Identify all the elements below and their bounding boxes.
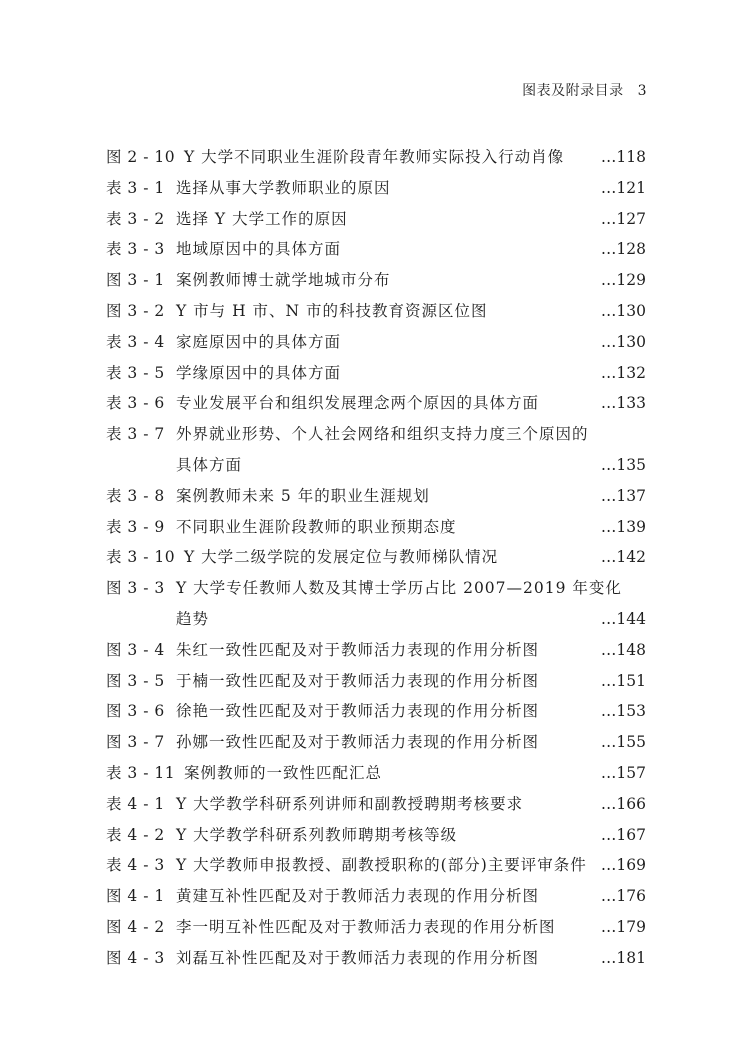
toc-entry	[106, 850, 646, 881]
toc-entry	[106, 881, 646, 912]
toc-entry	[106, 327, 646, 358]
entry-page: …130	[600, 332, 646, 351]
entry-title: 徐艳一致性匹配及对于教师活力表现的作用分析图	[176, 702, 540, 721]
toc-entry	[106, 142, 646, 173]
entry-title: Y 大学二级学院的发展定位与教师梯队情况	[184, 548, 499, 567]
entry-title: 于楠一致性匹配及对于教师活力表现的作用分析图	[176, 671, 540, 690]
entry-title: Y 市与 H 市、N 市的科技教育资源区位图	[176, 301, 488, 320]
entry-title: 案例教师未来 5 年的职业生涯规划	[176, 486, 430, 505]
toc-entry	[106, 358, 646, 389]
entry-title: 学缘原因中的具体方面	[176, 363, 342, 382]
entry-label: 表 3 - 7	[106, 425, 165, 444]
entry-page: …135	[600, 455, 646, 474]
entry-title: 黄建互补性匹配及对于教师活力表现的作用分析图	[176, 887, 540, 906]
entry-label: 图 3 - 7	[106, 733, 165, 752]
toc-entry	[106, 265, 646, 296]
toc-entry	[106, 635, 646, 666]
entry-title-continuation: 趋势	[176, 609, 210, 628]
entry-page: …157	[600, 763, 646, 782]
entry-page: …133	[600, 394, 646, 413]
entry-title: 孙娜一致性匹配及对于教师活力表现的作用分析图	[176, 733, 540, 752]
toc-entry	[106, 758, 646, 789]
toc-entry	[106, 234, 646, 265]
toc-entry	[106, 943, 646, 974]
entry-title: 选择从事大学教师职业的原因	[176, 178, 391, 197]
toc-entry	[106, 820, 646, 851]
entry-label: 图 2 - 10	[106, 148, 176, 166]
entry-title: Y 大学专任教师人数及其博士学历占比 2007—2019 年变化	[176, 579, 622, 598]
entry-title: 家庭原因中的具体方面	[176, 332, 342, 351]
entry-label: 表 3 - 3	[106, 240, 165, 259]
entry-title: Y 大学教学科研系列教师聘期考核等级	[176, 825, 458, 844]
entry-label: 表 3 - 4	[106, 332, 165, 351]
entry-title: Y 大学教师申报教授、副教授职称的(部分)主要评审条件	[176, 856, 587, 875]
entry-title: Y 大学教学科研系列讲师和副教授聘期考核要求	[176, 794, 524, 813]
toc-entry	[106, 204, 646, 235]
entry-label: 表 4 - 1	[106, 794, 165, 813]
entry-label: 图 4 - 3	[106, 948, 165, 967]
toc-entry	[106, 512, 646, 543]
entry-page: …169	[600, 856, 646, 875]
entry-page: …151	[600, 671, 646, 690]
entry-label: 表 3 - 11	[106, 763, 176, 782]
entry-label: 图 3 - 2	[106, 301, 165, 320]
entry-title: 案例教师博士就学地城市分布	[176, 271, 391, 290]
entry-title-continuation: 具体方面	[176, 455, 243, 474]
entry-label: 表 3 - 9	[106, 517, 165, 536]
entry-title: 地域原因中的具体方面	[176, 240, 342, 259]
entry-title: 专业发展平台和组织发展理念两个原因的具体方面	[176, 394, 540, 413]
entry-label: 图 3 - 6	[106, 702, 165, 721]
entry-page: …127	[600, 209, 646, 228]
entry-page: …128	[600, 240, 646, 259]
entry-title: 选择 Y 大学工作的原因	[176, 209, 348, 228]
entry-page: …139	[600, 517, 646, 536]
entry-page: …144	[600, 609, 646, 628]
entry-title: 不同职业生涯阶段教师的职业预期态度	[176, 517, 457, 536]
entry-page: …179	[600, 917, 646, 936]
toc-entry	[106, 696, 646, 727]
entry-page: …121	[600, 178, 646, 197]
entry-page: …176	[600, 887, 646, 906]
toc-entry	[106, 388, 646, 419]
entry-page: …130	[600, 301, 646, 320]
section-title: 图表及附录目录	[522, 83, 624, 99]
entry-label: 图 3 - 1	[106, 271, 165, 290]
entry-page: …132	[600, 363, 646, 382]
toc-list	[106, 142, 646, 974]
entry-label: 图 3 - 4	[106, 640, 165, 659]
entry-page: …153	[600, 702, 646, 721]
entry-label: 表 4 - 3	[106, 856, 165, 875]
toc-entry	[106, 481, 646, 512]
entry-label: 图 3 - 5	[106, 671, 165, 690]
toc-entry-continuation	[106, 604, 646, 635]
entry-page: …129	[600, 271, 646, 290]
entry-label: 图 3 - 3	[106, 579, 165, 598]
toc-entry	[106, 727, 646, 758]
entry-page: …181	[600, 948, 646, 967]
toc-entry	[106, 789, 646, 820]
entry-label: 表 3 - 1	[106, 178, 165, 197]
entry-label: 表 3 - 5	[106, 363, 165, 382]
entry-page: …118	[600, 148, 646, 166]
entry-title: Y 大学不同职业生涯阶段青年教师实际投入行动肖像	[184, 148, 565, 166]
entry-title: 刘磊互补性匹配及对于教师活力表现的作用分析图	[176, 948, 540, 967]
entry-label: 表 3 - 10	[106, 548, 176, 567]
toc-entry	[106, 912, 646, 943]
toc-entry	[106, 296, 646, 327]
entry-page: …166	[600, 794, 646, 813]
entry-label: 图 4 - 2	[106, 917, 165, 936]
entry-page: …137	[600, 486, 646, 505]
toc-entry	[106, 542, 646, 573]
entry-title: 案例教师的一致性匹配汇总	[184, 763, 383, 782]
toc-entry	[106, 173, 646, 204]
entry-page: …148	[600, 640, 646, 659]
toc-entry-continuation	[106, 450, 646, 481]
page-number: 3	[637, 83, 647, 99]
entry-page: …167	[600, 825, 646, 844]
entry-label: 表 3 - 6	[106, 394, 165, 413]
toc-entry	[106, 419, 646, 450]
entry-page: …142	[600, 548, 646, 567]
entry-label: 图 4 - 1	[106, 887, 165, 906]
entry-title: 外界就业形势、个人社会网络和组织支持力度三个原因的	[176, 425, 589, 444]
entry-label: 表 3 - 8	[106, 486, 165, 505]
entry-title: 朱红一致性匹配及对于教师活力表现的作用分析图	[176, 640, 540, 659]
toc-entry	[106, 666, 646, 697]
entry-label: 表 3 - 2	[106, 209, 165, 228]
entry-label: 表 4 - 2	[106, 825, 165, 844]
toc-entry	[106, 573, 646, 604]
entry-title: 李一明互补性匹配及对于教师活力表现的作用分析图	[176, 917, 556, 936]
running-header	[522, 80, 647, 100]
entry-page: …155	[600, 733, 646, 752]
